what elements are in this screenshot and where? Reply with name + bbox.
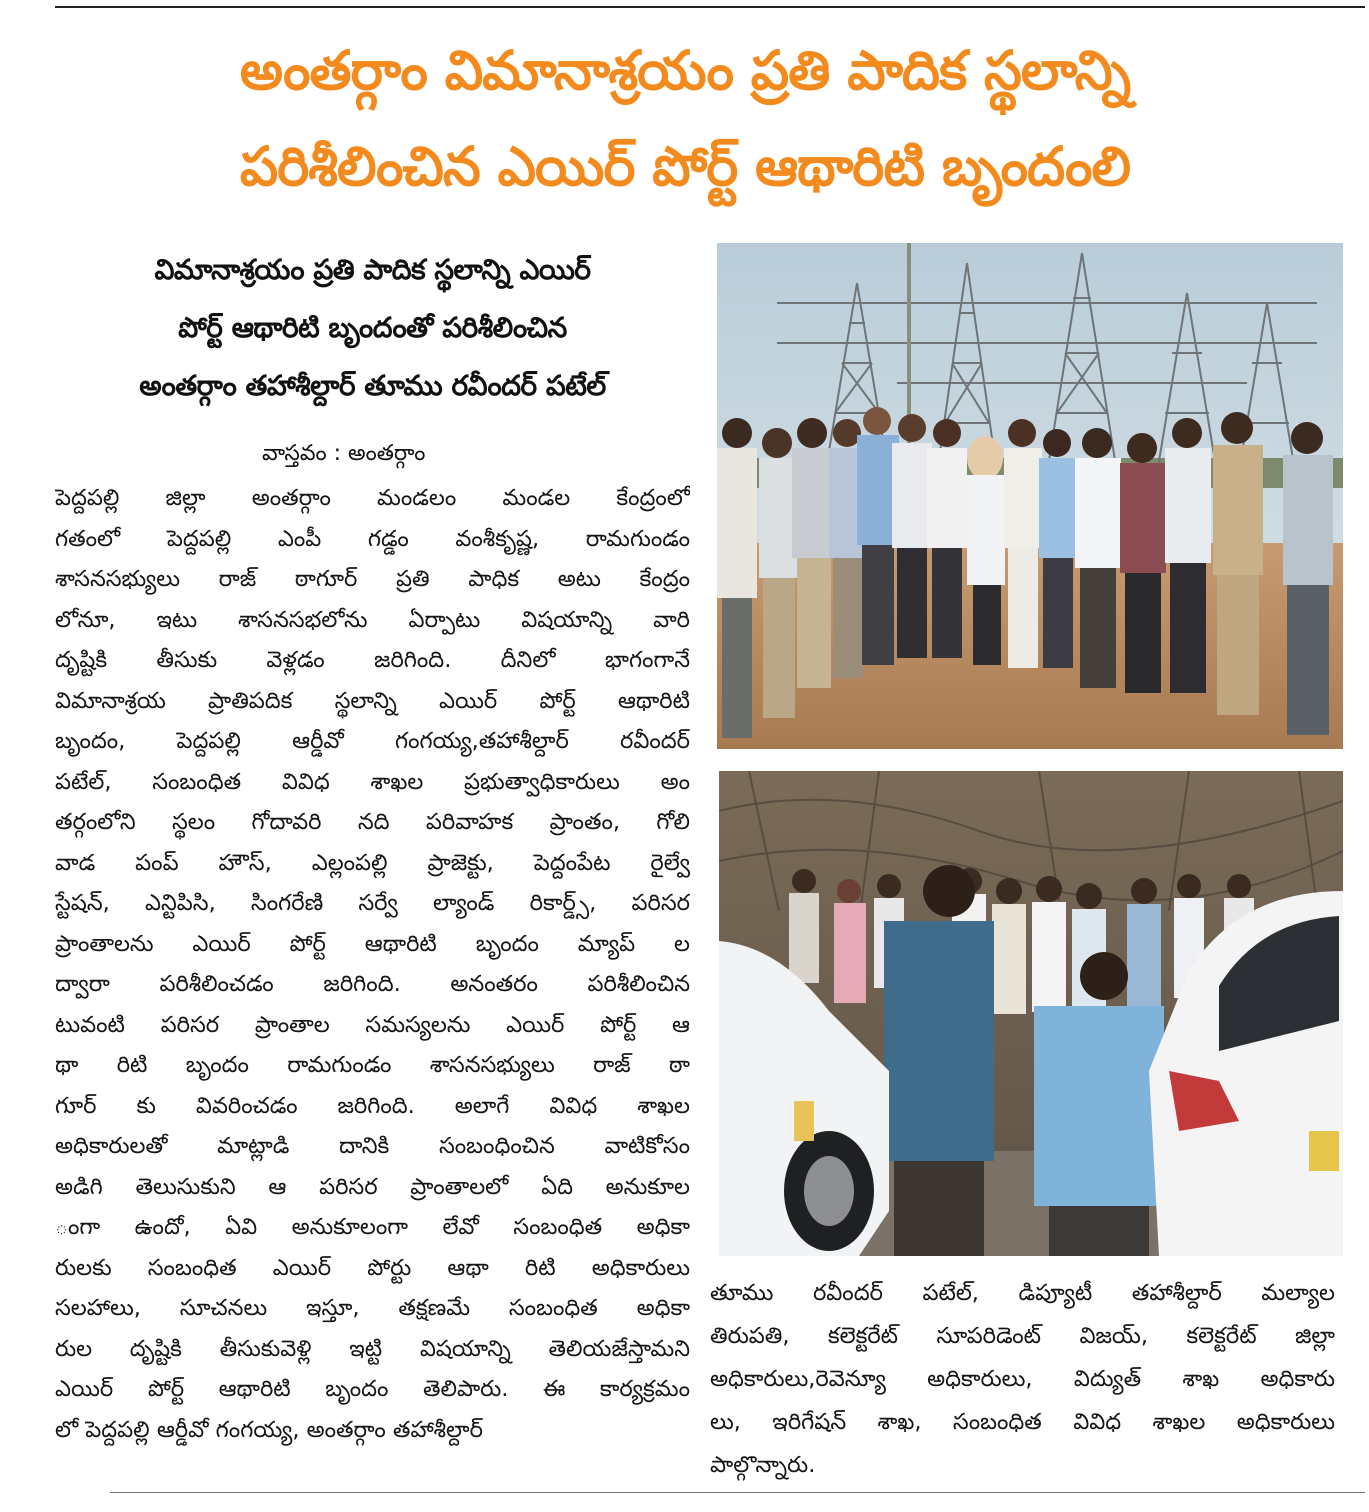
- body-line: ంగా ఉందో, ఏవి అనుకూలంగా లేవో సంబంధిత అధికా: [55, 1214, 690, 1240]
- headline-line-1: అంతర్గాం విమానాశ్రయం ప్రతి పాదిక స్థలాన్ని: [239, 39, 1131, 102]
- body-line: రుల దృష్టికి తీసుకువెళ్లి ఇట్టి విషయాన్ని తెలియజేస్తామని: [55, 1335, 690, 1362]
- caption-line: లు, ఇరిగేషన్ శాఖ, సంబంధిత వివిధ శాఖల అధికారులు: [710, 1409, 1335, 1435]
- body-line: ద్వారా పరిశీలించడం జరిగింది. అనంతరం పరిశీలించిన: [55, 971, 690, 997]
- photo-caption-continuation: [710, 1272, 1335, 1487]
- body-line: అడిగి తెలుసుకుని ఆ పరిసర ప్రాంతాలలో ఏది అనుకూల: [55, 1173, 690, 1200]
- body-line: శాసనసభ్యులు రాజ్ ఠాగూర్ ప్రతి పాధిక అటు కేంద్రం: [55, 566, 690, 592]
- dateline: వాస్తవం : అంతర్గాం: [262, 441, 426, 466]
- subhead-line-3: అంతర్గాం తహాశీల్దార్ తూము రవీందర్ పటేల్: [139, 369, 606, 402]
- body-line: స్టేషన్, ఎన్టిపిసి, సింగరేణి సర్వే ల్యాండ్ రికార్డ్స్, పరిసర: [55, 890, 690, 916]
- body-line: ఎయిర్ పోర్ట్ ఆథారిటి బృందం తెలిపారు. ఈ కార్యక్రమం: [55, 1376, 690, 1402]
- article-body: [55, 478, 690, 1450]
- body-line: గూర్ కు వివరించడం జరిగింది. అలాగే వివిధ శాఖల: [55, 1092, 690, 1119]
- body-line: పటేల్, సంబంధిత వివిధ శాఖల ప్రభుత్వాధికారులు అం: [55, 768, 690, 795]
- subhead-line-1: విమానాశ్రయం ప్రతి పాదిక స్థలాన్ని ఎయిర్: [154, 253, 591, 286]
- body-line: బృందం, పెద్దపల్లి ఆర్డీవో గంగయ్య,తహాశీల్దార్ రవీందర్: [55, 728, 690, 754]
- caption-line: పాల్గొన్నారు.: [710, 1452, 816, 1478]
- top-rule: [55, 6, 1365, 8]
- field-inspection-image: [719, 771, 1343, 1256]
- body-line: దృష్టికి తీసుకు వెళ్లడం జరిగింది. దీనిలో భాగంగానే: [55, 647, 690, 673]
- headline-line-2: పరిశీలించిన ఎయిర్ పోర్ట్ ఆథారిటి బృందంలి: [239, 135, 1131, 198]
- body-line: రులకు సంబంధిత ఎయిర్ పోర్టు ఆథా రిటి అధికారులు: [55, 1254, 690, 1281]
- body-line: అధికారులతో మాట్లాడి దానికి సంబంధించిన వాటికోసం: [55, 1133, 690, 1159]
- substation-group-photo: [717, 243, 1343, 749]
- bottom-rule: [110, 1492, 1365, 1493]
- body-line: పెద్దపల్లి జిల్లా అంతర్గాం మండలం మండల కేంద్రంలో: [55, 485, 690, 511]
- body-line: తర్గంలోని స్థలం గోదావరి నది పరివాహక ప్రాంతం, గోలి: [55, 809, 690, 835]
- substation-group-image: [717, 243, 1343, 749]
- body-line: గతంలో పెద్దపల్లి ఎంపీ గడ్డం వంశీకృష్ణ, రామగుండం: [55, 525, 690, 552]
- body-line: విమానాశ్రయ ప్రాతిపదిక స్థలాన్ని ఎయిర్ పోర్ట్ ఆథారిటి: [55, 687, 690, 714]
- body-line: వాడ పంప్ హౌస్, ఎల్లంపల్లి ప్రాజెక్టు, పెద్దంపేట రైల్వే: [55, 849, 690, 876]
- body-line: ప్రాంతాలను ఎయిర్ పోర్ట్ ఆథారిటి బృందం మ్యాప్ ల: [55, 930, 690, 957]
- subhead-line-2: పోర్ట్ ఆథారిటి బృందంతో పరిశీలించిన: [178, 311, 567, 344]
- body-line: లోనూ, ఇటు శాసనసభలోను ఏర్పాటు విషయాన్ని వారి: [55, 606, 690, 633]
- body-line: సలహాలు, సూచనలు ఇస్తూ, తక్షణమే సంబంధిత అధికా: [55, 1295, 690, 1321]
- body-line: లో పెద్దపల్లి ఆర్డీవో గంగయ్య, అంతర్గాం తహాశీల్దార్: [55, 1416, 483, 1443]
- caption-line: తూము రవీందర్ పటేల్, డిప్యూటీ తహాశీల్దార్ మల్యాల: [710, 1280, 1335, 1306]
- caption-line: తిరుపతి, కలెక్టరేట్ సూపరిడెంట్ విజయ్, కలెక్టరేట్ జిల్లా: [710, 1323, 1335, 1349]
- body-line: టువంటి పరిసర ప్రాంతాల సమస్యలను ఎయిర్ పోర్ట్ ఆ: [55, 1011, 690, 1038]
- body-line: థా రిటి బృందం రామగుండం శాసనసభ్యులు రాజ్ ఠా: [55, 1052, 690, 1078]
- caption-line: అధికారులు,రెవెన్యూ అధికారులు, విద్యుత్ శాఖ అధికారు: [710, 1366, 1335, 1392]
- field-inspection-photo: [719, 771, 1343, 1256]
